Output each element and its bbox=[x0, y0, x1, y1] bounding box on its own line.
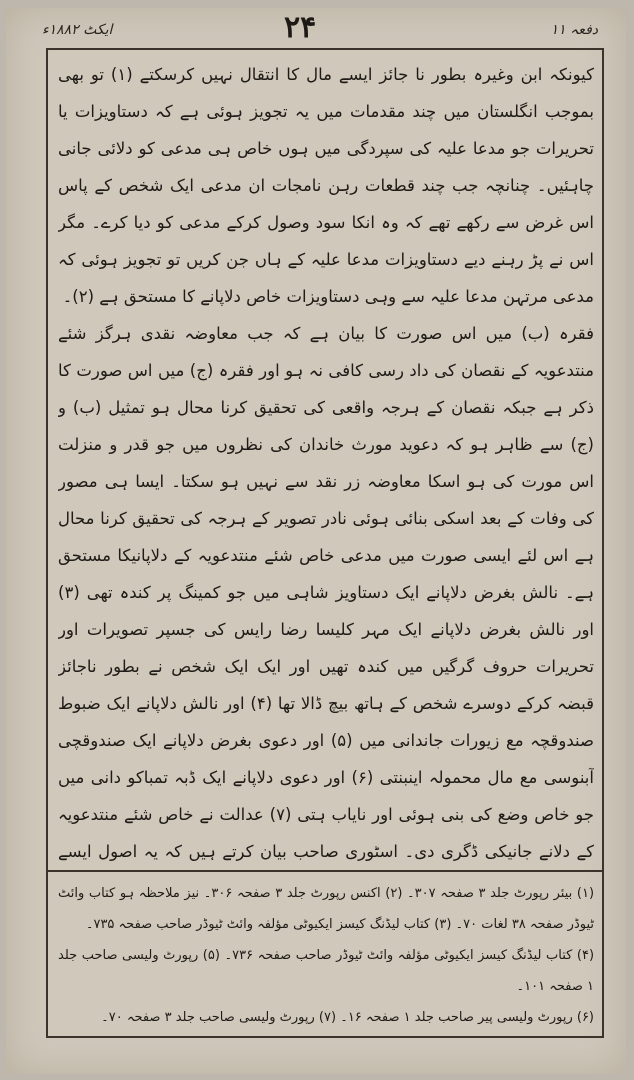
footnote-line: (۴) کتاب لیڈنگ کیسز ایکیوٹی مؤلفہ وائٹ ٹیوڈر صاحب صفحہ ۷۳۶۔ (۵) رپورٹ ولیسی صاحب جلد ۱ صفحہ ۱۰۱۔ bbox=[58, 948, 594, 994]
footnote-line: (۱) بیئر رپورٹ جلد ۳ صفحہ ۳۰۷۔ (۲) اکنس رپورٹ جلد ۳ صفحہ ۳۰۶۔ نیز ملاحظہ ہو کتاب وائٹ ٹیوڈر صفحہ ۳۸ لغات ۷۰۔ (۳) کتاب لیڈنگ کیسز ایکیوٹی مؤلفہ وائٹ ٹیوڈر صاحب صفحہ ۷۳۵۔ bbox=[58, 886, 594, 932]
paragraph: کیونکہ ابن وغیرہ بطور نا جائز ایسے مال کا انتقال نہیں کرسکتے (۱) تو بھی بموجب انگلستان میں چند مقدمات میں یہ تجویز ہوئی ہے کہ دستاویزات یا تحریرات جو مدعا علیہ کی سپردگی میں ہوں خاص ہی مدعی کو دلائی جانی چاہئیں۔ چنانچہ جب چند قطعات رہن نامجات ان مدعی ایک شخص کے پاس اس غرض سے رکھے تھے کہ وہ انکا سود وصول کرکے مدعی کو دیا کرے۔ مگر اس نے پڑ رہنے دیے دستاویزات مدعا علیہ کے ہاں جن کریں تو تجویز ہوئی کہ مدعی مرتہن مدعا علیہ سے وہی دستاویزات خاص دلاپانے کا مستحق ہے (۲)۔ bbox=[58, 65, 594, 306]
section-label: دفعہ ۱۱ bbox=[550, 22, 598, 38]
page-number: ۲۴ bbox=[284, 10, 317, 45]
act-label: ایکٹ ۱۸۸۲ء bbox=[42, 22, 113, 38]
page-header bbox=[6, 8, 626, 52]
footnotes bbox=[58, 878, 594, 1032]
footnote-divider bbox=[48, 870, 602, 872]
main-text bbox=[58, 56, 594, 870]
paragraph: فقرہ (ب) میں اس صورت کا بیان ہے کہ جب معاوضہ نقدی ہرگز شئے منتدعویہ کے نقصان کی داد رسی کافی نہ ہو اور فقرہ (ج) میں اس صورت کا ذکر ہے جبکہ نقصان کے ہرجہ واقعی کی تحقیق کرنا محال ہو تمثیل (ب) و (ج) سے ظاہر ہو کہ دعوید مورث خاندان کی نظروں میں جو قدر و منزلت اس مورت کی ہو اسکا معاوضہ زر نقد سے نہیں ہو سکتا۔ ایسا ہی مصور کی وفات کے بعد اسکی بنائی ہوئی نادر تصویر کے ہرجہ کی تحقیق کرنا محال ہے اس لئے ایسی صورت میں مدعی خاص شئے منتدعویہ کے دلاپانیکا مستحق ہے۔ نالش بغرض دلاپانے ایک دستاویز شاہی میں جو کمینگ پر کندہ تھی (۳) اور نالش بغرض دلاپانے ایک مہر کلیسا رضا رایس کی جسپر تصویرات اور تحریرات حروف گرگیں میں کندہ تھیں اور ایک ایک شخص نے بطور ناجائز قبضہ کرکے دوسرے شخص کے ہاتھ بیچ ڈالا تھا (۴) اور نالش دلاپانے ایک ضبوط صندوقچہ مع زیورات جاندانی میں (۵) اور دعوی بغرض دلاپانے ایک صندوقچی آبنوسی مع مال محمولہ اینبنتی (۶) اور دعوی دلاپانے ایک ڈبہ تمباکو دانی میں جو خاص وضع کی بنی ہوئی اور نایاب ہتی (۷) عدالت نے خاص شئے منتدعویہ کے دلانے جانیکی ڈگری دی۔ اسٹوری صاحب بیان کرتے ہیں کہ یہ اصول ایسے bbox=[58, 324, 594, 861]
book-page bbox=[6, 8, 626, 1074]
text-frame bbox=[46, 48, 604, 1038]
footnote-line: (۶) رپورٹ ولیسی پیر صاحب جلد ۱ صفحہ ۱۶۔ (۷) رپورٹ ولیسی صاحب جلد ۳ صفحہ ۷۰۔ bbox=[101, 1010, 594, 1025]
